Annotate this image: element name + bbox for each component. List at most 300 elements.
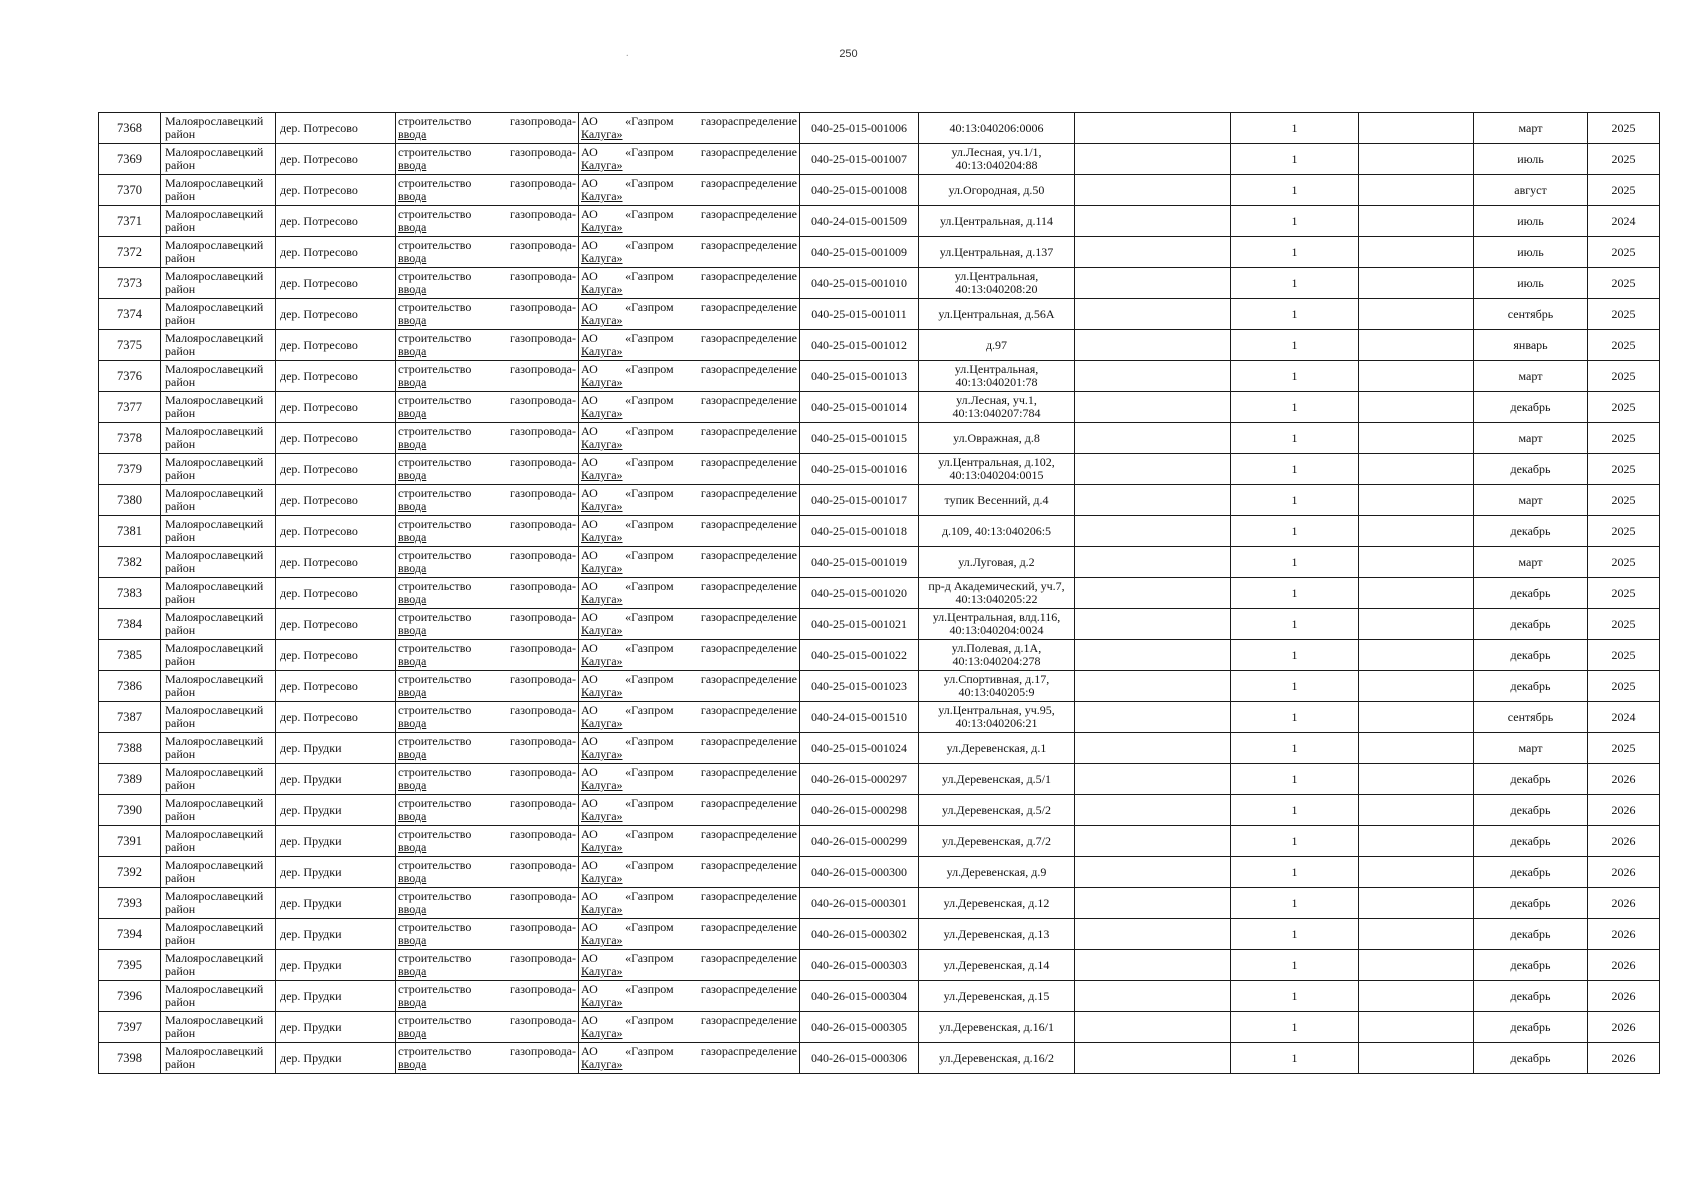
organization-cell xyxy=(579,981,800,1012)
org-word-3: газораспределение xyxy=(700,269,797,283)
work-word-2: газопровода- xyxy=(509,579,576,593)
row-number: 7383 xyxy=(99,578,161,609)
district-cell xyxy=(161,113,276,144)
work-word-2: газопровода- xyxy=(509,207,576,221)
org-word-1: АО xyxy=(581,982,598,996)
org-word-2: «Газпром xyxy=(625,114,674,128)
district-text: Малоярославецкий район xyxy=(165,548,264,575)
district-text: Малоярославецкий район xyxy=(165,672,264,699)
work-word-3: ввода xyxy=(398,902,427,916)
org-word-1: АО xyxy=(581,424,598,438)
work-word-2: газопровода- xyxy=(509,796,576,810)
settlement-text: дер. Потресово xyxy=(280,523,358,538)
address-line-2: 40:13:040205:22 xyxy=(955,592,1038,606)
district-text: Малоярославецкий район xyxy=(165,486,264,513)
address-line-1: ул.Центральная, xyxy=(954,362,1039,376)
address-cell xyxy=(919,175,1075,206)
address-cell xyxy=(919,423,1075,454)
org-word-2: «Газпром xyxy=(625,920,674,934)
quantity-cell: 1 xyxy=(1231,206,1359,237)
row-number: 7373 xyxy=(99,268,161,299)
table-row xyxy=(99,299,1660,330)
org-word-4: Калуга» xyxy=(581,127,623,141)
settlement-text: дер. Потресово xyxy=(280,461,358,476)
work-type-cell xyxy=(396,919,579,950)
district-cell xyxy=(161,578,276,609)
org-word-4: Калуга» xyxy=(581,995,623,1009)
settlement-cell xyxy=(276,392,396,423)
district-cell xyxy=(161,609,276,640)
table-row xyxy=(99,826,1660,857)
settlement-cell xyxy=(276,175,396,206)
settlement-cell xyxy=(276,919,396,950)
month-cell: декабрь xyxy=(1474,857,1588,888)
work-word-1: строительство xyxy=(398,796,472,810)
work-word-2: газопровода- xyxy=(509,393,576,407)
org-word-4: Калуга» xyxy=(581,902,623,916)
work-type-cell xyxy=(396,299,579,330)
year-cell: 2026 xyxy=(1588,857,1660,888)
org-word-1: АО xyxy=(581,765,598,779)
org-word-3: газораспределение xyxy=(700,827,797,841)
empty-cell xyxy=(1075,826,1231,857)
district-text: Малоярославецкий район xyxy=(165,145,264,172)
work-word-1: строительство xyxy=(398,114,472,128)
object-code-cell: 040-25-015-001014 xyxy=(800,392,919,423)
table-row xyxy=(99,175,1660,206)
org-word-3: газораспределение xyxy=(700,889,797,903)
settlement-cell xyxy=(276,516,396,547)
empty-cell xyxy=(1359,113,1474,144)
quantity-cell: 1 xyxy=(1231,609,1359,640)
settlement-text: дер. Прудки xyxy=(280,895,342,910)
settlement-text: дер. Потресово xyxy=(280,337,358,352)
settlement-text: дер. Потресово xyxy=(280,709,358,724)
address-cell xyxy=(919,826,1075,857)
month-cell: июль xyxy=(1474,237,1588,268)
work-type-cell xyxy=(396,857,579,888)
address-cell xyxy=(919,981,1075,1012)
row-number: 7372 xyxy=(99,237,161,268)
address-cell xyxy=(919,1012,1075,1043)
org-word-2: «Газпром xyxy=(625,1013,674,1027)
row-number: 7388 xyxy=(99,733,161,764)
work-word-2: газопровода- xyxy=(509,176,576,190)
district-text: Малоярославецкий район xyxy=(165,641,264,668)
district-cell xyxy=(161,423,276,454)
settlement-cell xyxy=(276,144,396,175)
organization-cell xyxy=(579,950,800,981)
address-cell xyxy=(919,795,1075,826)
address-line-1: ул.Центральная, д.56А xyxy=(938,306,1055,321)
quantity-cell: 1 xyxy=(1231,764,1359,795)
month-cell: декабрь xyxy=(1474,764,1588,795)
work-word-2: газопровода- xyxy=(509,300,576,314)
org-word-1: АО xyxy=(581,455,598,469)
settlement-text: дер. Прудки xyxy=(280,1019,342,1034)
district-text: Малоярославецкий район xyxy=(165,827,264,854)
empty-cell xyxy=(1359,454,1474,485)
work-word-2: газопровода- xyxy=(509,672,576,686)
address-line-1: ул.Деревенская, д.7/2 xyxy=(941,833,1052,848)
district-cell xyxy=(161,237,276,268)
address-cell xyxy=(919,547,1075,578)
work-word-1: строительство xyxy=(398,548,472,562)
quantity-cell: 1 xyxy=(1231,330,1359,361)
work-word-1: строительство xyxy=(398,889,472,903)
empty-cell xyxy=(1075,640,1231,671)
district-text: Малоярославецкий район xyxy=(165,858,264,885)
org-word-2: «Газпром xyxy=(625,982,674,996)
address-line-1: ул.Лесная, уч.1, xyxy=(956,393,1037,407)
address-line-2: 40:13:040204:0024 xyxy=(949,623,1044,637)
month-cell: декабрь xyxy=(1474,640,1588,671)
empty-cell xyxy=(1359,237,1474,268)
object-code-cell: 040-26-015-000303 xyxy=(800,950,919,981)
work-word-3: ввода xyxy=(398,716,427,730)
empty-cell xyxy=(1075,671,1231,702)
row-number: 7374 xyxy=(99,299,161,330)
object-code-cell: 040-25-015-001009 xyxy=(800,237,919,268)
address-line-1: ул.Деревенская, д.15 xyxy=(943,988,1050,1003)
settlement-text: дер. Потресово xyxy=(280,244,358,259)
year-cell: 2026 xyxy=(1588,950,1660,981)
object-code-cell: 040-25-015-001024 xyxy=(800,733,919,764)
month-cell: декабрь xyxy=(1474,609,1588,640)
address-cell xyxy=(919,1043,1075,1074)
org-word-2: «Газпром xyxy=(625,796,674,810)
work-word-3: ввода xyxy=(398,654,427,668)
address-line-1: ул.Деревенская, д.16/1 xyxy=(938,1019,1055,1034)
org-word-4: Калуга» xyxy=(581,313,623,327)
address-line-1: ул.Лесная, уч.1/1, xyxy=(951,145,1042,159)
org-word-2: «Газпром xyxy=(625,176,674,190)
settlement-cell xyxy=(276,609,396,640)
address-line-1: ул.Деревенская, д.13 xyxy=(943,926,1050,941)
address-line-1: ул.Овражная, д.8 xyxy=(953,430,1040,445)
settlement-text: дер. Прудки xyxy=(280,771,342,786)
month-cell: март xyxy=(1474,423,1588,454)
district-cell xyxy=(161,795,276,826)
work-word-1: строительство xyxy=(398,734,472,748)
org-word-3: газораспределение xyxy=(700,455,797,469)
work-word-3: ввода xyxy=(398,344,427,358)
organization-cell xyxy=(579,392,800,423)
work-type-cell xyxy=(396,392,579,423)
work-type-cell xyxy=(396,268,579,299)
empty-cell xyxy=(1075,795,1231,826)
empty-cell xyxy=(1359,795,1474,826)
district-cell xyxy=(161,981,276,1012)
org-word-3: газораспределение xyxy=(700,238,797,252)
quantity-cell: 1 xyxy=(1231,888,1359,919)
work-word-3: ввода xyxy=(398,561,427,575)
organization-cell xyxy=(579,1043,800,1074)
row-number: 7396 xyxy=(99,981,161,1012)
settlement-text: дер. Потресово xyxy=(280,182,358,197)
org-word-4: Калуга» xyxy=(581,778,623,792)
settlement-cell xyxy=(276,268,396,299)
object-code-cell: 040-25-015-001007 xyxy=(800,144,919,175)
work-type-cell xyxy=(396,950,579,981)
work-word-3: ввода xyxy=(398,158,427,172)
org-word-1: АО xyxy=(581,889,598,903)
work-word-1: строительство xyxy=(398,393,472,407)
empty-cell xyxy=(1359,361,1474,392)
org-word-2: «Газпром xyxy=(625,858,674,872)
year-cell: 2025 xyxy=(1588,113,1660,144)
month-cell: декабрь xyxy=(1474,795,1588,826)
org-word-4: Калуга» xyxy=(581,406,623,420)
work-word-1: строительство xyxy=(398,827,472,841)
table-row xyxy=(99,795,1660,826)
address-line-1: ул.Огородная, д.50 xyxy=(948,182,1045,197)
district-cell xyxy=(161,1012,276,1043)
address-cell xyxy=(919,609,1075,640)
work-type-cell xyxy=(396,485,579,516)
org-word-4: Калуга» xyxy=(581,437,623,451)
work-type-cell xyxy=(396,795,579,826)
settlement-text: дер. Потресово xyxy=(280,213,358,228)
table-row xyxy=(99,361,1660,392)
organization-cell xyxy=(579,764,800,795)
org-word-1: АО xyxy=(581,951,598,965)
row-number: 7389 xyxy=(99,764,161,795)
org-word-2: «Газпром xyxy=(625,548,674,562)
work-word-1: строительство xyxy=(398,455,472,469)
object-code-cell: 040-26-015-000299 xyxy=(800,826,919,857)
address-cell xyxy=(919,764,1075,795)
org-word-2: «Газпром xyxy=(625,765,674,779)
address-line-2: 40:13:040204:0015 xyxy=(949,468,1044,482)
work-type-cell xyxy=(396,361,579,392)
year-cell: 2025 xyxy=(1588,144,1660,175)
empty-cell xyxy=(1359,330,1474,361)
work-word-2: газопровода- xyxy=(509,548,576,562)
org-word-1: АО xyxy=(581,920,598,934)
month-cell: декабрь xyxy=(1474,671,1588,702)
address-line-1: ул.Центральная, xyxy=(954,269,1039,283)
work-type-cell xyxy=(396,826,579,857)
row-number: 7392 xyxy=(99,857,161,888)
district-text: Малоярославецкий район xyxy=(165,796,264,823)
org-word-4: Калуга» xyxy=(581,716,623,730)
work-word-2: газопровода- xyxy=(509,641,576,655)
settlement-cell xyxy=(276,702,396,733)
work-word-1: строительство xyxy=(398,982,472,996)
district-text: Малоярославецкий район xyxy=(165,579,264,606)
month-cell: декабрь xyxy=(1474,454,1588,485)
work-type-cell xyxy=(396,1012,579,1043)
table-row xyxy=(99,392,1660,423)
object-code-cell: 040-25-015-001006 xyxy=(800,113,919,144)
work-word-3: ввода xyxy=(398,685,427,699)
org-word-4: Калуга» xyxy=(581,685,623,699)
work-word-3: ввода xyxy=(398,530,427,544)
empty-cell xyxy=(1359,392,1474,423)
year-cell: 2026 xyxy=(1588,981,1660,1012)
work-type-cell xyxy=(396,454,579,485)
org-word-3: газораспределение xyxy=(700,393,797,407)
org-word-4: Калуга» xyxy=(581,1057,623,1071)
district-cell xyxy=(161,1043,276,1074)
district-text: Малоярославецкий район xyxy=(165,1013,264,1040)
org-word-3: газораспределение xyxy=(700,858,797,872)
object-code-cell: 040-25-015-001023 xyxy=(800,671,919,702)
org-word-1: АО xyxy=(581,641,598,655)
table-row xyxy=(99,640,1660,671)
settlement-text: дер. Потресово xyxy=(280,554,358,569)
org-word-1: АО xyxy=(581,579,598,593)
org-word-3: газораспределение xyxy=(700,579,797,593)
district-text: Малоярославецкий район xyxy=(165,238,264,265)
org-word-4: Калуга» xyxy=(581,654,623,668)
district-cell xyxy=(161,268,276,299)
work-word-1: строительство xyxy=(398,858,472,872)
work-type-cell xyxy=(396,206,579,237)
object-code-cell: 040-26-015-000297 xyxy=(800,764,919,795)
settlement-cell xyxy=(276,330,396,361)
organization-cell xyxy=(579,609,800,640)
month-cell: декабрь xyxy=(1474,888,1588,919)
org-word-1: АО xyxy=(581,114,598,128)
object-code-cell: 040-25-015-001021 xyxy=(800,609,919,640)
org-word-4: Калуга» xyxy=(581,189,623,203)
org-word-1: АО xyxy=(581,610,598,624)
empty-cell xyxy=(1359,485,1474,516)
empty-cell xyxy=(1075,888,1231,919)
district-cell xyxy=(161,950,276,981)
district-cell xyxy=(161,299,276,330)
work-word-2: газопровода- xyxy=(509,362,576,376)
settlement-text: дер. Прудки xyxy=(280,833,342,848)
row-number: 7384 xyxy=(99,609,161,640)
address-cell xyxy=(919,640,1075,671)
org-word-3: газораспределение xyxy=(700,734,797,748)
quantity-cell: 1 xyxy=(1231,1043,1359,1074)
object-code-cell: 040-26-015-000302 xyxy=(800,919,919,950)
work-word-2: газопровода- xyxy=(509,486,576,500)
org-word-2: «Газпром xyxy=(625,269,674,283)
org-word-4: Калуга» xyxy=(581,499,623,513)
address-cell xyxy=(919,888,1075,919)
settlement-cell xyxy=(276,1012,396,1043)
org-word-2: «Газпром xyxy=(625,300,674,314)
settlement-cell xyxy=(276,826,396,857)
month-cell: декабрь xyxy=(1474,1043,1588,1074)
organization-cell xyxy=(579,1012,800,1043)
object-code-cell: 040-26-015-000298 xyxy=(800,795,919,826)
address-cell xyxy=(919,950,1075,981)
address-line-1: ул.Полевая, д.1А, xyxy=(951,641,1042,655)
work-type-cell xyxy=(396,516,579,547)
empty-cell xyxy=(1359,423,1474,454)
org-word-2: «Газпром xyxy=(625,424,674,438)
organization-cell xyxy=(579,113,800,144)
org-word-3: газораспределение xyxy=(700,641,797,655)
org-word-4: Калуга» xyxy=(581,220,623,234)
settlement-text: дер. Потресово xyxy=(280,399,358,414)
settlement-text: дер. Потресово xyxy=(280,368,358,383)
address-line-1: ул.Центральная, д.137 xyxy=(939,244,1054,259)
year-cell: 2025 xyxy=(1588,547,1660,578)
empty-cell xyxy=(1359,919,1474,950)
settlement-text: дер. Потресово xyxy=(280,306,358,321)
district-cell xyxy=(161,485,276,516)
org-word-2: «Газпром xyxy=(625,362,674,376)
settlement-cell xyxy=(276,950,396,981)
org-word-3: газораспределение xyxy=(700,145,797,159)
org-word-4: Калуга» xyxy=(581,933,623,947)
district-text: Малоярославецкий район xyxy=(165,269,264,296)
org-word-3: газораспределение xyxy=(700,114,797,128)
work-word-2: газопровода- xyxy=(509,982,576,996)
work-type-cell xyxy=(396,1043,579,1074)
work-word-2: газопровода- xyxy=(509,703,576,717)
row-number: 7386 xyxy=(99,671,161,702)
organization-cell xyxy=(579,175,800,206)
row-number: 7379 xyxy=(99,454,161,485)
empty-cell xyxy=(1075,1012,1231,1043)
organization-cell xyxy=(579,454,800,485)
quantity-cell: 1 xyxy=(1231,826,1359,857)
object-code-cell: 040-24-015-001510 xyxy=(800,702,919,733)
work-word-2: газопровода- xyxy=(509,827,576,841)
row-number: 7375 xyxy=(99,330,161,361)
empty-cell xyxy=(1359,609,1474,640)
org-word-2: «Газпром xyxy=(625,734,674,748)
work-word-3: ввода xyxy=(398,747,427,761)
work-word-3: ввода xyxy=(398,313,427,327)
row-number: 7378 xyxy=(99,423,161,454)
settlement-cell xyxy=(276,981,396,1012)
org-word-4: Калуга» xyxy=(581,282,623,296)
empty-cell xyxy=(1359,981,1474,1012)
row-number: 7398 xyxy=(99,1043,161,1074)
address-cell xyxy=(919,392,1075,423)
table-row xyxy=(99,1012,1660,1043)
work-word-2: газопровода- xyxy=(509,517,576,531)
address-line-2: 40:13:040201:78 xyxy=(955,375,1038,389)
work-word-2: газопровода- xyxy=(509,331,576,345)
district-text: Малоярославецкий район xyxy=(165,951,264,978)
quantity-cell: 1 xyxy=(1231,795,1359,826)
district-cell xyxy=(161,733,276,764)
empty-cell xyxy=(1075,361,1231,392)
row-number: 7382 xyxy=(99,547,161,578)
district-cell xyxy=(161,888,276,919)
org-word-1: АО xyxy=(581,300,598,314)
settlement-text: дер. Потресово xyxy=(280,120,358,135)
object-code-cell: 040-26-015-000306 xyxy=(800,1043,919,1074)
district-text: Малоярославецкий район xyxy=(165,982,264,1009)
row-number: 7381 xyxy=(99,516,161,547)
work-type-cell xyxy=(396,733,579,764)
empty-cell xyxy=(1359,516,1474,547)
work-type-cell xyxy=(396,640,579,671)
quantity-cell: 1 xyxy=(1231,640,1359,671)
address-cell xyxy=(919,516,1075,547)
year-cell: 2025 xyxy=(1588,299,1660,330)
settlement-text: дер. Потресово xyxy=(280,492,358,507)
object-code-cell: 040-26-015-000305 xyxy=(800,1012,919,1043)
year-cell: 2024 xyxy=(1588,206,1660,237)
district-cell xyxy=(161,702,276,733)
table-row xyxy=(99,950,1660,981)
row-number: 7371 xyxy=(99,206,161,237)
org-word-4: Калуга» xyxy=(581,468,623,482)
work-word-3: ввода xyxy=(398,220,427,234)
